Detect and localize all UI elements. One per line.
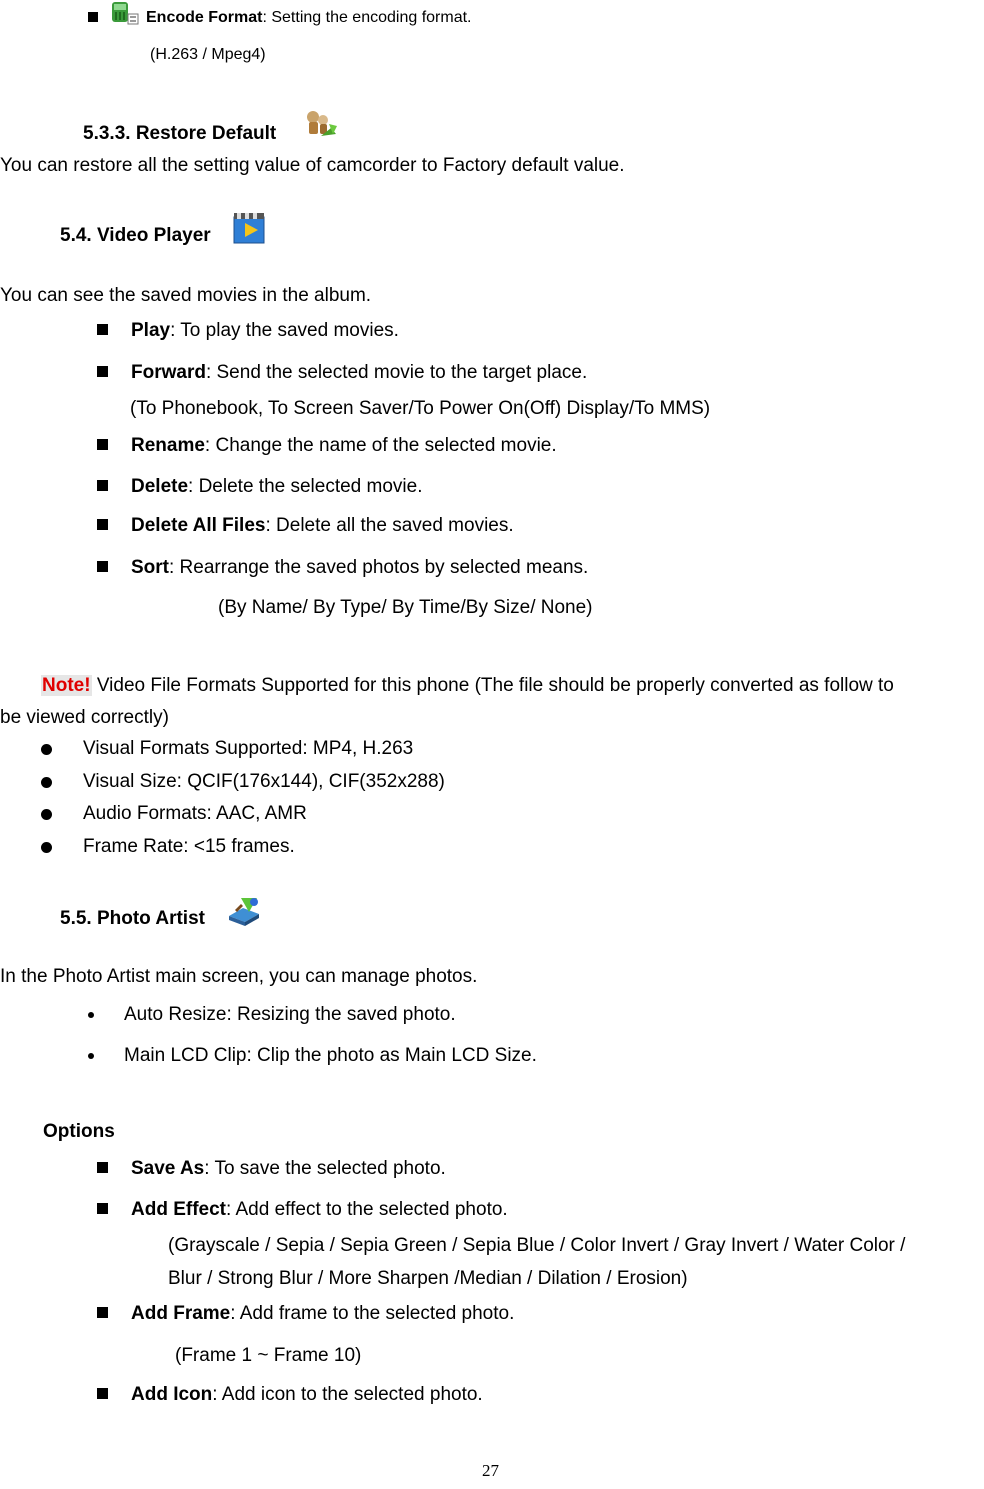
add-frame-sub: (Frame 1 ~ Frame 10) [175,1345,362,1366]
bullet-square [97,1388,108,1399]
list-item [131,476,423,498]
bullet-square [97,1307,108,1318]
note-bullet: Visual Formats Supported: MP4, H.263 [83,738,414,759]
rename-desc: : Change the name of the selected movie. [204,435,557,456]
note-text-1: Video File Formats Supported for this phone (The file should be properly converted as follow to [91,675,894,696]
encode-format-line [146,7,471,29]
list-item [131,435,557,457]
forward-sub: (To Phonebook, To Screen Saver/To Power On(Off) Display/To MMS) [130,398,711,419]
add-effect-title: Add Effect [131,1199,226,1220]
encode-format-desc: : Setting the encoding format. [262,9,472,26]
bullet-dot [88,1053,94,1059]
list-item [131,320,399,342]
note-label: Note! [42,675,91,696]
list-item [131,1303,514,1325]
bullet-dot [41,842,52,853]
restore-default-heading [83,123,276,145]
bullet-square [97,1203,108,1214]
photo-artist-icon [227,894,263,934]
bullet-dot [41,809,52,820]
bullet-square [97,439,108,450]
restore-default-icon [303,108,339,148]
list-item [131,1384,483,1406]
page-number: 27 [482,1461,499,1480]
note-bullet: Frame Rate: <15 frames. [83,836,295,857]
forward-title: Forward [131,362,206,383]
add-effect-desc: : Add effect to the selected photo. [226,1199,508,1220]
restore-default-heading-text: 5.3.3. Restore Default [83,123,277,144]
delete-all-title: Delete All Files [131,515,266,536]
add-effect-sub-1: (Grayscale / Sepia / Sepia Green / Sepia Blue / Color Invert / Gray Invert / Water Color / [168,1235,906,1256]
photo-artist-intro: In the Photo Artist main screen, you can manage photos. [0,966,478,987]
bullet-square [97,480,108,491]
bullet-square [97,561,108,572]
bullet-square [88,12,98,22]
encode-format-options: (H.263 / Mpeg4) [150,46,266,63]
add-icon-desc: : Add icon to the selected photo. [212,1384,483,1405]
list-item [131,1158,446,1180]
delete-title: Delete [131,476,189,497]
list-item [131,515,514,537]
list-item [131,362,587,384]
list-item [131,557,588,579]
bullet-dot [41,777,52,788]
restore-default-body: You can restore all the setting value of camcorder to Factory default value. [0,155,625,176]
note-line-1 [41,675,894,697]
bullet-square [97,366,108,377]
note-bullet: Audio Formats: AAC, AMR [83,803,307,824]
play-desc: : To play the saved movies. [170,320,399,341]
list-item [131,1199,508,1221]
note-bullet: Visual Size: QCIF(176x144), CIF(352x288) [83,771,445,792]
photo-artist-heading: 5.5. Photo Artist [60,908,205,929]
encode-format-icon [108,0,140,32]
add-frame-desc: : Add frame to the selected photo. [230,1303,515,1324]
delete-all-desc: : Delete all the saved movies. [265,515,514,536]
bullet-dot [88,1012,94,1018]
add-icon-title: Add Icon [131,1384,213,1405]
forward-desc: : Send the selected movie to the target place. [205,362,588,383]
sort-title: Sort [131,557,169,578]
bullet-square [97,324,108,335]
photo-artist-bullet: Auto Resize: Resizing the saved photo. [124,1004,456,1025]
delete-desc: : Delete the selected movie. [188,476,423,497]
add-frame-title: Add Frame [131,1303,231,1324]
sort-desc: : Rearrange the saved photos by selected means. [169,557,589,578]
video-player-intro: You can see the saved movies in the album. [0,285,372,306]
add-effect-sub-2: Blur / Strong Blur / More Sharpen /Median / Dilation / Erosion) [168,1268,688,1289]
save-as-title: Save As [131,1158,205,1179]
bullet-square [97,1162,108,1173]
video-player-icon [232,211,268,251]
note-line-2: be viewed correctly) [0,707,169,728]
options-heading: Options [43,1121,115,1142]
rename-title: Rename [131,435,205,456]
play-title: Play [131,320,171,341]
save-as-desc: : To save the selected photo. [204,1158,446,1179]
bullet-dot [41,744,52,755]
video-player-heading: 5.4. Video Player [60,225,211,246]
photo-artist-bullet: Main LCD Clip: Clip the photo as Main LCD Size. [124,1045,537,1066]
bullet-square [97,519,108,530]
encode-format-title: Encode Format [146,9,263,26]
sort-sub: (By Name/ By Type/ By Time/By Size/ None) [218,597,593,618]
